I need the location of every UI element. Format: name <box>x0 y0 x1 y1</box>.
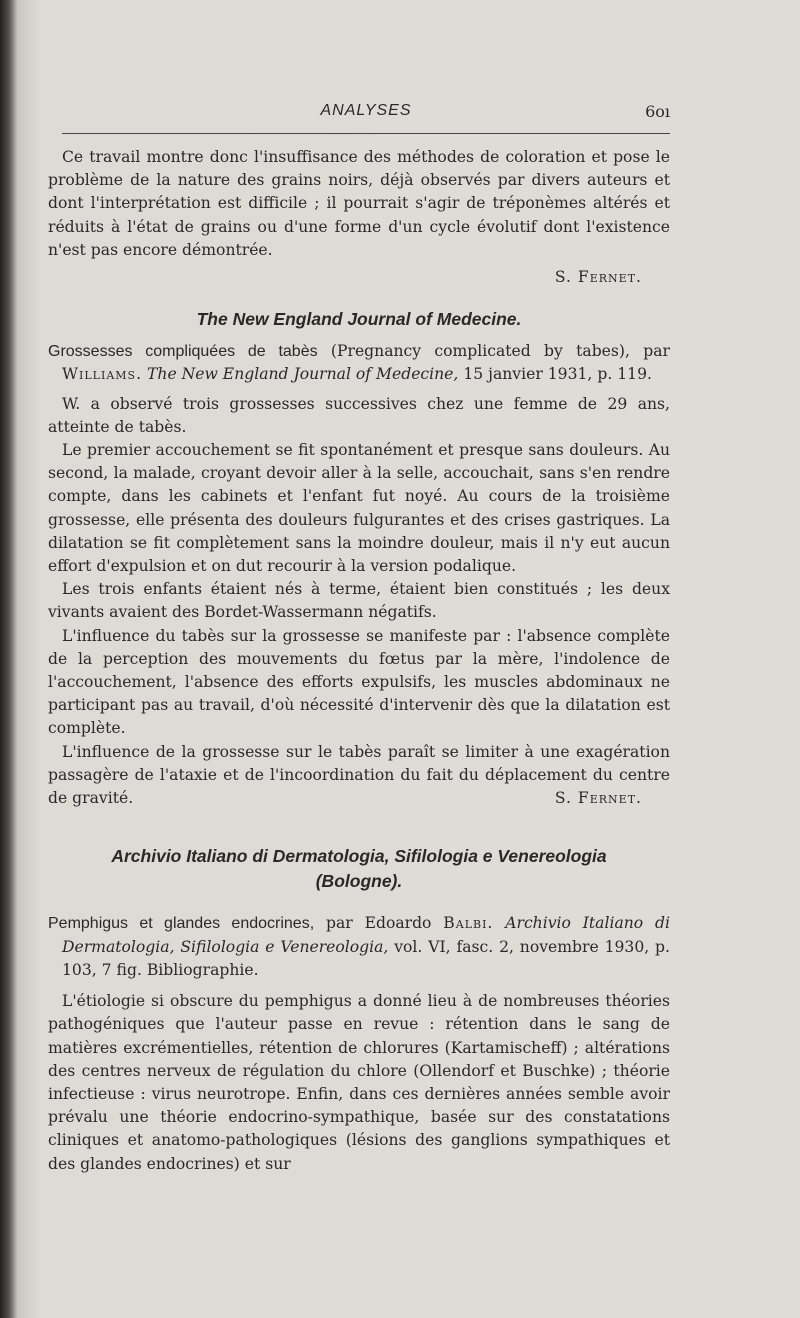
page-content <box>48 146 670 1176</box>
journal-heading-line-2: (Bologne). <box>315 871 403 892</box>
article-citation <box>48 340 670 386</box>
page-header <box>62 102 670 128</box>
body-paragraph: Les trois enfants étaient nés à terme, étaient bien constitués ; les deux vivants avaient des Bordet-Wassermann négatifs. <box>48 580 670 622</box>
article-citation <box>48 912 670 982</box>
journal-heading: The New England Journal of Medecine. <box>196 309 522 330</box>
page-number: 6oı <box>645 102 670 121</box>
body-paragraph: Le premier accouchement se fit spontanément et presque sans douleurs. Au second, la malade, croyant devoir aller à la selle, accouchait, sans s'en rendre compte, dans les cabinets et l'enfant fut noyé. Au cours de la troisième grossesse, elle présenta des douleurs fulgurantes et des crises gastriques. La dilatation se fit complètement sans la moindre douleur, mais il n'y eut aucun effort d'expulsion et on dut recourir à la version podalique. <box>48 441 670 576</box>
body-paragraph: W. a observé trois grossesses successives chez une femme de 29 ans, atteinte de tabès. <box>48 394 670 436</box>
citation-date: 15 janvier 1931, p. 119. <box>458 365 652 384</box>
signature <box>48 787 670 810</box>
signature-text: S. Fernet. <box>554 268 642 287</box>
journal-heading-line-1: Archivio Italiano di Dermatologia, Sifilologia e Venereologia <box>111 846 607 867</box>
journal-reference: The New England Journal of Medecine, <box>147 365 459 384</box>
book-spine-shadow <box>0 0 16 1318</box>
running-title: ANALYSES <box>320 102 412 119</box>
body-paragraph: L'influence de la grossesse sur le tabès paraît se limiter à une exagération passagère de l'ataxie et de l'incoordination du fait du déplacement du centre de gravité. <box>48 742 670 808</box>
signature-text: S. Fernet. <box>554 789 642 808</box>
journal-reference: Archivio Italiano di Dermatologia, Sifilologia e Venereologia, <box>62 914 670 956</box>
body-paragraph: L'étiologie si obscure du pemphigus a donné lieu à de nombreuses théories pathogéniques que l'auteur passe en revue : rétention dans le sang de matières excrémentielles, rétention de chlorures (Kartamischeff) ; altérations des centres nerveux de régulation du chlore (Ollendorf et Buschke) ; théorie infectieuse : virus neurotrope. Enfin, dans ces dernières années semble avoir prévalu une théorie endocrino-sympathique, basée sur des constatations cliniques et anatomo-pathologiques (lésions des ganglions sympathiques et des glandes endocrines) et sur <box>48 992 670 1173</box>
continuation-paragraph: Ce travail montre donc l'insuffisance des méthodes de coloration et pose le problème de la nature des grains noirs, déjà observés par divers auteurs et dont l'interprétation est difficile ; il pourrait s'agir de tréponèmes altérés et réduits à l'état de grains ou d'une forme d'un cycle évolutif dont l'existence n'est pas encore démontrée. <box>48 148 670 259</box>
citation-text: (Pregnancy complicated by tabes), par <box>317 342 670 361</box>
body-paragraph: L'influence du tabès sur la grossesse se manifeste par : l'absence complète de la perception des mouvements du fœtus par la mère, l'indolence de l'accouchement, l'absence des efforts expulsifs, les muscles abdominaux ne participant pas au travail, d'où nécessité d'intervenir dès que la dilatation est complète. <box>48 626 670 738</box>
author-name: Balbi. <box>443 914 494 933</box>
article-title: Pemphigus et glandes endocrines, <box>48 915 315 933</box>
signature <box>48 266 670 289</box>
citation-details: vol. VI, fasc. 2, novembre 1930, p. 103, 7 fig. Bibliographie. <box>62 937 670 979</box>
header-rule <box>62 133 670 134</box>
author-name: Williams. <box>62 365 143 384</box>
citation-text: par Edoardo <box>314 914 444 933</box>
journal-heading <box>48 844 670 894</box>
article-title: Grossesses compliquées de tabès <box>48 343 318 361</box>
